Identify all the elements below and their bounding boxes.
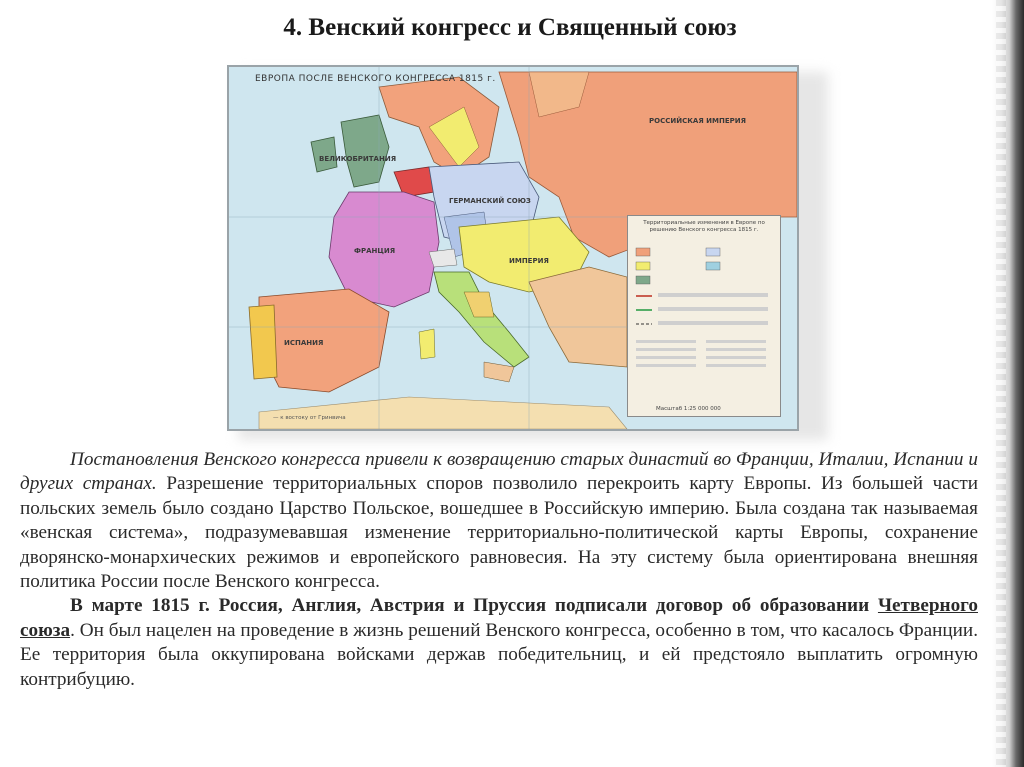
map-header: ЕВРОПА ПОСЛЕ ВЕНСКОГО КОНГРЕССА 1815 г. [255, 74, 496, 84]
map-label-german-confederation: ГЕРМАНСКИЙ СОЮЗ [449, 197, 531, 205]
europe-map [227, 65, 799, 431]
map-label-spain: ИСПАНИЯ [284, 339, 324, 347]
legend-title: Территориальные изменения в Европе по решению Венского конгресса 1815 г. [643, 220, 765, 233]
paragraph-2 [20, 594, 978, 692]
paragraph-2-rest: . Он был нацелен на проведение в жизнь решений Венского конгресса, особенно в том, что касалось Франции. Ее территория была оккупирована войсками держав победительниц, и ей предстояло выплатить огромную контрибуцию. [20, 619, 978, 690]
map-label-austria: ИМПЕРИЯ [509, 257, 549, 265]
legend-swatches [628, 244, 780, 414]
body-text [20, 448, 978, 692]
decorative-edge [992, 0, 1024, 767]
quadruple-alliance-term: Четверного союза [20, 595, 978, 641]
map-caption: — к востоку от Гринвича [273, 415, 346, 421]
map-label-france: ФРАНЦИЯ [354, 247, 396, 255]
paragraph-1 [20, 448, 978, 594]
paragraph-1-rest: Разрешение территориальных споров позволило перекроить карту Европы. Из большей части польских земель было создано Царство Польское, вошедшее в Российскую империю. Была создана так называемая «венская система», подразумевавшая изменение территориально-политической карты Европы, сохранение дворянско-монархических режимов и европейского равновесия. На эту систему была ориентирована внешняя политика России после Венского конгресса. [20, 473, 978, 593]
map-legend [627, 215, 781, 417]
paragraph-1-italic: Постановления Венского конгресса привели к возвращению старых династий во Франции, Италии, Испании и других странах. [20, 449, 978, 495]
page-title: 4. Венский конгресс и Священный союз [283, 14, 737, 41]
map-label-russia: РОССИЙСКАЯ ИМПЕРИЯ [649, 117, 747, 125]
map-label-britain: ВЕЛИКОБРИТАНИЯ [319, 155, 397, 163]
legend-scale: Масштаб 1:25 000 000 [656, 406, 721, 412]
paragraph-2-bold: В марте 1815 г. Россия, Англия, Австрия и Пруссия подписали договор об образовании [70, 595, 878, 617]
